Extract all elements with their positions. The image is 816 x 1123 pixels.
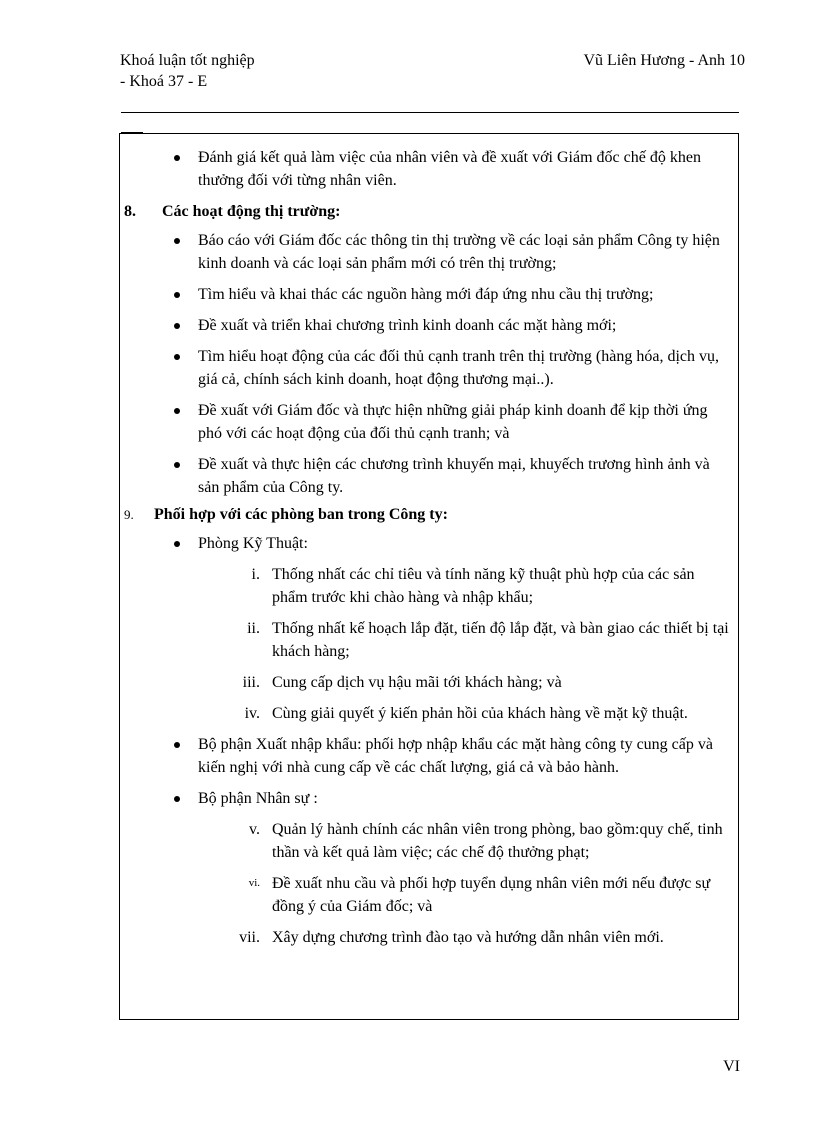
section-title: Các hoạt động thị trường: [162, 203, 341, 220]
section-heading-9 [120, 503, 740, 526]
roman-text: Cung cấp dịch vụ hậu mãi tới khách hàng; và [272, 674, 562, 691]
list-item [120, 453, 740, 499]
roman-number: iii. [242, 674, 260, 691]
bullet-text: Phòng Kỹ Thuật: [198, 535, 308, 552]
bullet-text: Đề xuất với Giám đốc và thực hiện những giải pháp kinh doanh để kịp thời ứng phó với các hoạt động của đối thủ cạnh tranh; và [198, 402, 708, 442]
roman-number: vii. [239, 929, 260, 946]
bullet-icon [174, 408, 180, 414]
bullet-text: Bộ phận Nhân sự : [198, 790, 318, 807]
bullet-icon [174, 354, 180, 360]
bullet-icon [174, 238, 180, 244]
roman-text: Quản lý hành chính các nhân viên trong phòng, bao gồm:quy chế, tinh thần và kết quả làm việc; các chế độ thưởng phạt; [272, 821, 723, 861]
bullet-text: Tìm hiểu và khai thác các nguồn hàng mới đáp ứng nhu cầu thị trường; [198, 286, 654, 303]
bullet-text: Đề xuất và triển khai chương trình kinh doanh các mặt hàng mới; [198, 317, 617, 334]
content-box [119, 133, 739, 1020]
roman-item [120, 617, 740, 663]
list-item-dept-technical [120, 532, 740, 555]
roman-text: Cùng giải quyết ý kiến phản hồi của khách hàng về mặt kỹ thuật. [272, 705, 688, 722]
bullet-icon [174, 323, 180, 329]
bullet-text: Bộ phận Xuất nhập khẩu: phối hợp nhập khẩu các mặt hàng công ty cung cấp và kiến nghị với nhà cung cấp về các chất lượng, giá cả và bảo hành. [198, 736, 713, 776]
list-item [120, 229, 740, 275]
bullet-text: Đề xuất và thực hiện các chương trình khuyến mại, khuyếch trương hình ảnh và sản phẩm của Công ty. [198, 456, 710, 496]
page-number: VI [723, 1058, 740, 1075]
section-number: 9. [124, 507, 134, 522]
section-number: 8. [124, 203, 136, 220]
section-title: Phối hợp với các phòng ban trong Công ty: [154, 506, 448, 523]
bullet-text: Báo cáo với Giám đốc các thông tin thị trường về các loại sản phẩm Công ty hiện kinh doanh và các loại sản phẩm mới có trên thị trường; [198, 232, 720, 272]
roman-item [120, 702, 740, 725]
list-item [120, 345, 740, 391]
bullet-icon [174, 155, 180, 161]
roman-text: Thống nhất các chỉ tiêu và tính năng kỹ thuật phù hợp của các sản phẩm trước khi chào hàng và nhập khẩu; [272, 566, 695, 606]
header-thesis-title: Khoá luận tốt nghiệp [120, 52, 255, 69]
roman-text: Đề xuất nhu cầu và phối hợp tuyển dụng nhân viên mới nếu được sự đồng ý của Giám đốc; và [272, 875, 711, 915]
roman-number: v. [249, 821, 260, 838]
bullet-text: Đánh giá kết quả làm việc của nhân viên và đề xuất với Giám đốc chế độ khen thưởng đối với từng nhân viên. [198, 149, 701, 189]
roman-number: vi. [248, 877, 260, 889]
list-item [120, 146, 740, 192]
roman-item [120, 872, 740, 918]
content-body [120, 146, 740, 957]
roman-number: iv. [244, 705, 260, 722]
bullet-icon [174, 742, 180, 748]
bullet-icon [174, 541, 180, 547]
roman-item [120, 563, 740, 609]
bullet-icon [174, 292, 180, 298]
roman-item [120, 926, 740, 949]
bullet-icon [174, 462, 180, 468]
list-item [120, 314, 740, 337]
header-author: Vũ Liên Hương - Anh 10 [583, 52, 745, 69]
bullet-icon [174, 796, 180, 802]
roman-item [120, 818, 740, 864]
header-left [120, 50, 255, 92]
roman-text: Thống nhất kế hoạch lắp đặt, tiến độ lắp đặt, và bàn giao các thiết bị tại khách hàng; [272, 620, 729, 660]
roman-item [120, 671, 740, 694]
bullet-text: Tìm hiểu hoạt động của các đối thủ cạnh tranh trên thị trường (hàng hóa, dịch vụ, giá cả, chính sách kinh doanh, hoạt động thương mại..). [198, 348, 719, 388]
roman-text: Xây dựng chương trình đào tạo và hướng dẫn nhân viên mới. [272, 929, 664, 946]
list-item [120, 283, 740, 306]
roman-number: ii. [247, 620, 260, 637]
header-course: - Khoá 37 - E [120, 73, 208, 90]
list-item-dept-import-export [120, 733, 740, 779]
section-heading-8 [120, 200, 740, 223]
header-rule [121, 112, 739, 113]
list-item [120, 399, 740, 445]
roman-number: i. [251, 566, 260, 583]
list-item-dept-hr [120, 787, 740, 810]
